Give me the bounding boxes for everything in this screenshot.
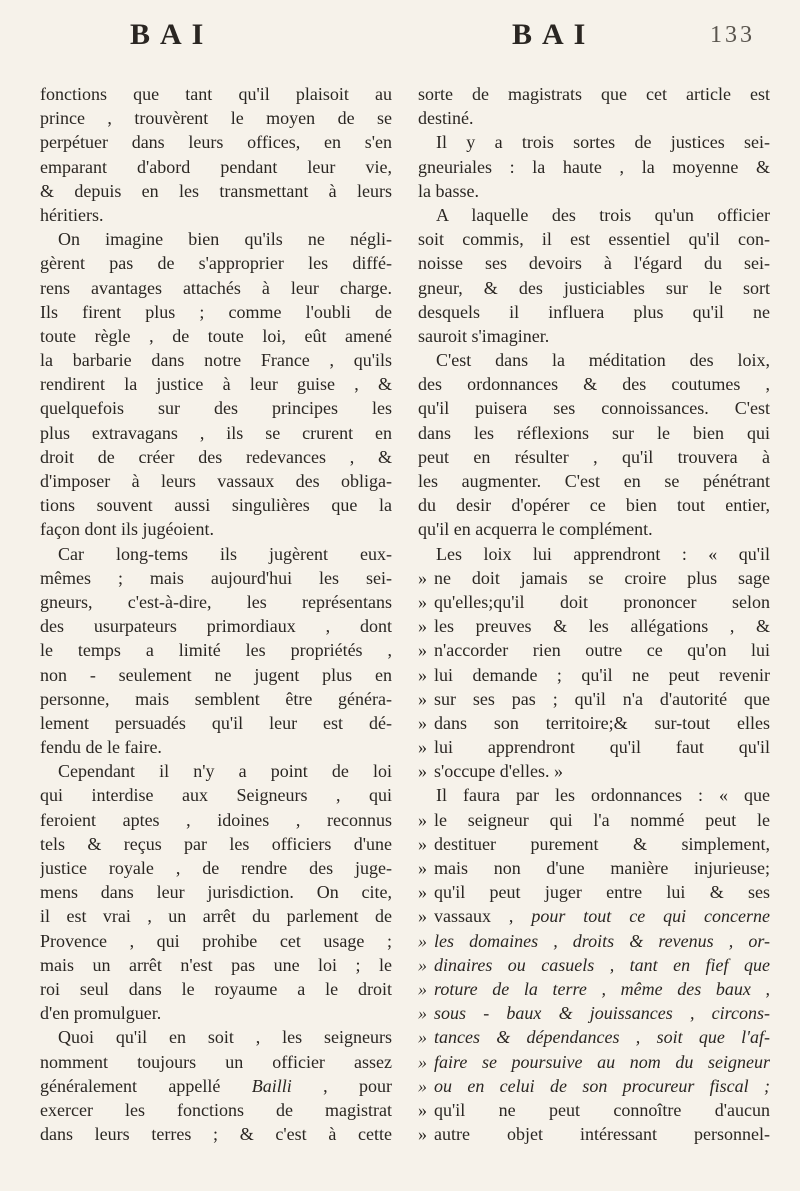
text-line: gneuriales : la haute , la moyenne & [418, 156, 770, 177]
text-line: droit de créer des redevances , & [40, 446, 392, 467]
text-segment: roture de la terre , même des baux , [434, 978, 770, 999]
text-line: qu'il puisera ses connoissances. C'est [418, 398, 770, 419]
text-line: perpétuer dans leurs offices, en s'en [40, 132, 392, 153]
text-line: sauroit s'imaginer. [418, 325, 550, 346]
text-line-bailli [40, 1074, 392, 1098]
text-segment: mais non d'une manière injurieuse; [434, 858, 770, 878]
quote-mark: » [418, 1124, 427, 1145]
text-segment: qu'il peut juger entre lui & ses [434, 882, 770, 903]
text-line: roi seul dans le royaume a le droit [40, 978, 392, 999]
text-line: desquels il influera plus qu'il ne [418, 301, 770, 322]
quote-mark: » [418, 616, 427, 637]
text-line: dans leurs terres ; & c'est à cette [40, 1124, 392, 1145]
text-line: Ils firent plus ; comme l'oubli de [40, 301, 392, 322]
italic-phrase: pour tout ce qui concerne [531, 906, 770, 927]
quote-mark: » [418, 1075, 427, 1096]
text-line: plus extravagans , ils se crurent en [40, 422, 392, 443]
text-segment: généralement appellé [40, 1075, 221, 1096]
quote-mark: » [418, 567, 427, 588]
text-line: & depuis en les transmettant à leurs [40, 180, 392, 201]
text-segment: les domaines , droits & revenus , or- [434, 930, 770, 951]
quoted-line [418, 808, 770, 832]
text-line: gneur, & des justiciables sur le sort [418, 277, 770, 298]
text-line: Il faura par les ordonnances : « que [436, 785, 770, 806]
text-line: On imagine bien qu'ils ne négli- [58, 229, 392, 250]
text-line: exercer les fonctions de magistrat [40, 1099, 392, 1120]
quote-mark: » [418, 954, 427, 975]
quote-mark: » [418, 930, 427, 951]
text-segment: dans son territoire;& sur-tout elles [434, 712, 770, 733]
text-line: prince , trouvèrent le moyen de se [40, 108, 392, 129]
text-line: Provence , qui prohibe cet usage ; [40, 930, 392, 951]
text-line: non - seulement ne jugent plus en [40, 664, 392, 685]
text-line: feroient aptes , idoines , reconnus [40, 809, 392, 830]
text-line: du desir d'opérer ce bien tout entier, [418, 495, 770, 516]
quote-mark: » [418, 761, 427, 782]
page-header [0, 18, 800, 68]
quoted-line [418, 759, 770, 783]
text-line: Les loix lui apprendront : « qu'il [436, 543, 770, 564]
text-line: rendirent la justice à leur guise , & [40, 374, 392, 395]
text-line: soit commis, il est essentiel qu'il con- [418, 229, 770, 250]
quoted-line [418, 711, 770, 735]
quoted-line [418, 614, 770, 638]
text-line: quelquefois sur des principes les [40, 398, 392, 419]
text-line: d'imposer à leurs vassaux des obliga- [40, 471, 392, 491]
text-line: mêmes ; mais aujourd'hui les sei- [40, 567, 392, 588]
text-segment: dinaires ou casuels , tant en fief que [434, 954, 770, 975]
quote-mark: » [418, 809, 427, 830]
quoted-line [418, 1074, 770, 1098]
text-line: la barbarie dans notre France , qu'ils [40, 350, 392, 371]
quoted-line [418, 977, 770, 1001]
text-line: sorte de magistrats que cet article est [418, 84, 770, 104]
text-line: dans les réflexions sur le bien qui [418, 422, 770, 443]
text-line: Cependant il n'y a point de loi [58, 761, 392, 782]
text-line: héritiers. [40, 204, 104, 225]
quoted-line [418, 1001, 770, 1025]
quoted-line [418, 590, 770, 614]
text-line: tions souvent aussi singulières que la [40, 495, 392, 516]
text-line: peut en résulter , qu'il trouvera à [418, 446, 770, 467]
quoted-line [418, 832, 770, 856]
quote-mark: » [418, 1051, 427, 1072]
text-line: personne, mais semblent être généra- [40, 688, 392, 709]
text-segment: lui apprendront qu'il faut qu'il [434, 737, 770, 758]
text-segment: autre objet intéressant personnel- [434, 1124, 770, 1145]
quoted-line [418, 638, 770, 662]
text-line: Car long-tems ils jugèrent eux- [58, 543, 392, 564]
text-line: des ordonnances & des coutumes , [418, 374, 770, 395]
running-title-right: BAI [512, 18, 596, 51]
text-line: qu'il en acquerra le complément. [418, 519, 653, 540]
text-line: gèrent pas de s'approprier les diffé- [40, 253, 392, 274]
text-line: Quoi qu'il en soit , les seigneurs [58, 1027, 392, 1048]
text-segment: qu'elles;qu'il doit prononcer selon [434, 591, 770, 612]
text-line: mais un arrêt n'est pas une loi ; le [40, 954, 392, 975]
text-segment: , pour [323, 1075, 392, 1096]
quote-mark: » [418, 858, 427, 878]
text-line: le temps a limité les propriétés , [40, 640, 392, 661]
text-line: la basse. [418, 180, 479, 201]
text-line: rens avantages attachés à leur charge. [40, 277, 392, 298]
quote-mark: » [418, 978, 427, 999]
quoted-line [418, 1050, 770, 1074]
text-segment: qu'il ne peut connoître d'aucun [434, 1099, 770, 1120]
text-segment: sur ses pas ; qu'il n'a d'autorité que [434, 688, 770, 709]
text-line: lement persuadés qu'il leur est dé- [40, 712, 392, 733]
quote-mark: » [418, 1003, 427, 1024]
text-line: qui interdise aux Seigneurs , qui [40, 785, 392, 806]
quote-mark: » [418, 737, 427, 758]
text-line: justice royale , de rendre des juge- [40, 858, 392, 878]
quote-mark: » [418, 664, 427, 685]
text-segment: n'accorder rien outre ce qu'on lui [434, 640, 770, 661]
quoted-line [418, 1122, 770, 1146]
text-segment: ou en celui de son procureur fiscal ; [434, 1075, 770, 1096]
quote-mark: » [418, 833, 427, 854]
text-line: mens dans leur jurisdiction. On cite, [40, 882, 392, 903]
quoted-line [418, 566, 770, 590]
quoted-line [418, 1025, 770, 1049]
text-segment: vassaux , [434, 906, 514, 927]
text-line: toute règle , de toute loi, eût amené [40, 325, 392, 346]
text-segment: le seigneur qui l'a nommé peut le [434, 809, 770, 830]
text-line: emparant d'abord pendant leur vie, [40, 156, 392, 177]
quoted-line [418, 735, 770, 759]
text-line: fonctions que tant qu'il plaisoit au [40, 84, 392, 104]
text-segment: s'occupe d'elles. » [434, 761, 563, 782]
text-segment: les preuves & les allégations , & [434, 616, 770, 637]
quoted-line [418, 904, 770, 928]
quoted-line [418, 856, 770, 880]
quote-mark: » [418, 640, 427, 661]
italic-term-bailli: Bailli [251, 1075, 292, 1096]
quoted-line [418, 687, 770, 711]
left-text-column [40, 82, 392, 1146]
text-line: nomment toujours un officier assez [40, 1051, 392, 1072]
text-segment: ne doit jamais se croire plus sage [434, 567, 770, 588]
quoted-line [418, 929, 770, 953]
text-line: tels & reçus par les officiers d'une [40, 833, 392, 854]
text-line: destiné. [418, 108, 474, 129]
text-segment: tances & dépendances , soit que l'af- [434, 1027, 770, 1048]
text-segment: faire se poursuive au nom du seigneur [434, 1051, 770, 1072]
text-line: gneurs, c'est-à-dire, les représentans [40, 591, 392, 612]
quote-mark: » [418, 906, 427, 927]
quote-mark: » [418, 882, 427, 903]
quote-mark: » [418, 591, 427, 612]
right-text-column [418, 82, 770, 1146]
text-line: des usurpateurs primordiaux , dont [40, 616, 392, 637]
quote-mark: » [418, 1027, 427, 1048]
quoted-line [418, 663, 770, 687]
text-line: A laquelle des trois qu'un officier [436, 204, 770, 225]
page-number: 133 [710, 22, 755, 48]
text-line: Il y a trois sortes de justices sei- [436, 132, 770, 153]
text-line: noisse ses devoirs à l'égard du sei- [418, 253, 770, 274]
quoted-line [418, 1098, 770, 1122]
quote-mark: » [418, 712, 427, 733]
text-line: C'est dans la méditation des loix, [436, 350, 770, 371]
text-line: il est vrai , un arrêt du parlement de [40, 906, 392, 927]
quoted-line [418, 953, 770, 977]
text-segment: destituer purement & simplement, [434, 833, 770, 854]
text-line: d'en promulguer. [40, 1003, 162, 1024]
text-line: façon dont ils jugéoient. [40, 519, 214, 540]
running-title-left: BAI [130, 18, 214, 51]
quote-mark: » [418, 1099, 427, 1120]
quote-mark: » [418, 688, 427, 709]
text-segment: lui demande ; qu'il ne peut revenir [434, 664, 770, 685]
quoted-line [418, 880, 770, 904]
text-segment: sous - baux & jouissances , circons- [434, 1003, 770, 1024]
text-line: les augmenter. C'est en se pénétrant [418, 471, 770, 491]
text-line: fendu de le faire. [40, 737, 162, 758]
